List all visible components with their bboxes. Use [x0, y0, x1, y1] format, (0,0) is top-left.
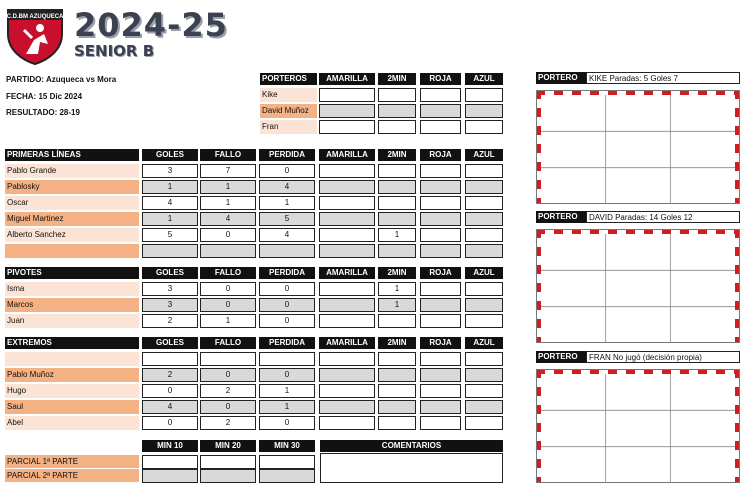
player-name: Oscar: [5, 196, 139, 210]
stat-cell: [420, 352, 461, 366]
team-title: SENIOR B: [74, 42, 155, 60]
stat-cell: 1: [259, 196, 315, 210]
comments-header: COMENTARIOS: [320, 440, 503, 452]
stat-cell: 3: [142, 282, 198, 296]
col-header-perdida: PERDIDA: [259, 149, 315, 161]
season-title: 2024-25: [74, 6, 228, 44]
porteros-cell: [378, 88, 416, 102]
porteros-cell: [378, 104, 416, 118]
match-fecha: FECHA: 15 Dic 2024: [6, 92, 83, 101]
stat-cell: [319, 416, 375, 430]
stat-cell: 4: [142, 196, 198, 210]
stat-cell: [465, 352, 503, 366]
player-name: Alberto Sanchez: [5, 228, 139, 242]
col-header-goles: GOLES: [142, 149, 198, 161]
stat-cell: [465, 164, 503, 178]
stat-cell: 0: [200, 400, 256, 414]
portero-label: PORTERO: [536, 72, 586, 84]
player-name: Hugo: [5, 384, 139, 398]
svg-text:C.D.BM AZUQUECA: C.D.BM AZUQUECA: [6, 14, 64, 20]
stat-cell: 0: [259, 298, 315, 312]
goalkeeper-name: Fran: [260, 120, 317, 134]
col-header-fallo: FALLO: [200, 267, 256, 279]
col-header-amarilla: AMARILLA: [319, 337, 375, 349]
stat-cell: [420, 212, 461, 226]
parcial-cell: [200, 455, 256, 469]
porteros-col-header: AZUL: [465, 73, 503, 85]
parcial-label: PARCIAL 1ª PARTE: [5, 455, 139, 468]
stat-cell: 1: [142, 180, 198, 194]
stat-cell: 0: [142, 384, 198, 398]
stat-cell: 4: [200, 212, 256, 226]
stat-cell: [378, 314, 416, 328]
stat-cell: [319, 368, 375, 382]
comments-box: [320, 453, 503, 483]
stat-cell: [465, 180, 503, 194]
player-name: Pablo Grande: [5, 164, 139, 178]
stat-cell: [378, 368, 416, 382]
stat-cell: [319, 314, 375, 328]
porteros-cell: [319, 120, 375, 134]
stat-cell: [259, 244, 315, 258]
goalkeeper-name: Kike: [260, 88, 317, 102]
porteros-cell: [420, 104, 461, 118]
col-header-amarilla: AMARILLA: [319, 149, 375, 161]
goal-frame: [537, 91, 740, 204]
porteros-cell: [420, 88, 461, 102]
parcial-col-header: MIN 20: [200, 440, 256, 452]
stat-cell: 0: [259, 164, 315, 178]
goal-frame: [537, 370, 740, 483]
stat-cell: [319, 352, 375, 366]
stat-cell: [420, 196, 461, 210]
stat-cell: 1: [378, 282, 416, 296]
club-logo: [4, 4, 66, 66]
stat-cell: 0: [259, 368, 315, 382]
player-name: Abel: [5, 416, 139, 430]
col-header-fallo: FALLO: [200, 337, 256, 349]
goalkeeper-info: KIKE Paradas: 5 Goles 7: [586, 72, 740, 84]
player-name: [5, 244, 139, 258]
stat-cell: [420, 400, 461, 414]
stat-cell: [465, 416, 503, 430]
stat-cell: [378, 212, 416, 226]
stat-cell: 1: [259, 384, 315, 398]
stat-cell: [420, 416, 461, 430]
stat-cell: [378, 180, 416, 194]
col-header-amarilla: AMARILLA: [319, 267, 375, 279]
match-partido: PARTIDO: Azuqueca vs Mora: [6, 75, 117, 84]
stat-cell: 1: [378, 228, 416, 242]
stat-cell: [465, 282, 503, 296]
parcial-cell: [142, 469, 198, 483]
goalkeeper-name: David Muñoz: [260, 104, 317, 118]
col-header-azul: AZUL: [465, 149, 503, 161]
stat-cell: [142, 352, 198, 366]
stat-cell: [378, 400, 416, 414]
stat-cell: [378, 384, 416, 398]
portero-label: PORTERO: [536, 351, 586, 363]
stat-cell: [378, 164, 416, 178]
stat-cell: 2: [200, 384, 256, 398]
player-name: Pablo Muñoz: [5, 368, 139, 382]
stat-cell: [420, 298, 461, 312]
col-header-roja: ROJA: [420, 337, 461, 349]
stat-cell: 5: [259, 212, 315, 226]
stat-cell: [420, 164, 461, 178]
stat-cell: 0: [200, 228, 256, 242]
porteros-col-header: 2MIN: [378, 73, 416, 85]
stat-cell: [465, 384, 503, 398]
porteros-cell: [319, 104, 375, 118]
player-name: Marcos: [5, 298, 139, 312]
stat-cell: 2: [142, 368, 198, 382]
player-name: Isma: [5, 282, 139, 296]
stat-cell: 0: [259, 282, 315, 296]
stat-cell: [465, 368, 503, 382]
col-header-roja: ROJA: [420, 149, 461, 161]
parcial-cell: [200, 469, 256, 483]
stat-cell: [420, 384, 461, 398]
stat-cell: [420, 314, 461, 328]
stat-cell: 2: [142, 314, 198, 328]
col-header-fallo: FALLO: [200, 149, 256, 161]
parcial-cell: [259, 469, 315, 483]
stat-cell: 0: [200, 282, 256, 296]
player-name: Pablosky: [5, 180, 139, 194]
parcial-col-header: MIN 10: [142, 440, 198, 452]
stat-cell: [420, 368, 461, 382]
stat-cell: [465, 228, 503, 242]
player-name: [5, 352, 139, 366]
stat-cell: 0: [200, 298, 256, 312]
stat-cell: [420, 228, 461, 242]
stat-cell: [319, 212, 375, 226]
porteros-col-header: ROJA: [420, 73, 461, 85]
pivotes-header: PIVOTES: [5, 267, 139, 279]
stat-cell: [465, 196, 503, 210]
stat-cell: 0: [259, 416, 315, 430]
col-header-2min: 2MIN: [378, 149, 416, 161]
match-resultado: RESULTADO: 28-19: [6, 108, 80, 117]
stat-cell: [465, 244, 503, 258]
porteros-cell: [465, 120, 503, 134]
stat-cell: [465, 400, 503, 414]
goalkeeper-info: DAVID Paradas: 14 Goles 12: [586, 211, 740, 223]
primeras-header: PRIMERAS LÍNEAS: [5, 149, 139, 161]
stat-cell: [465, 314, 503, 328]
stat-cell: 1: [142, 212, 198, 226]
stat-cell: [378, 244, 416, 258]
stat-cell: [319, 400, 375, 414]
stat-cell: 4: [142, 400, 198, 414]
stat-cell: [378, 196, 416, 210]
stat-cell: 0: [142, 416, 198, 430]
porteros-cell: [378, 120, 416, 134]
stat-cell: [465, 298, 503, 312]
stat-cell: 1: [200, 180, 256, 194]
player-name: Saul: [5, 400, 139, 414]
stat-cell: [200, 244, 256, 258]
stat-cell: [319, 298, 375, 312]
col-header-goles: GOLES: [142, 337, 198, 349]
stat-cell: 2: [200, 416, 256, 430]
porteros-cell: [319, 88, 375, 102]
player-name: Miguel Martinez: [5, 212, 139, 226]
stat-cell: 1: [200, 314, 256, 328]
extremos-header: EXTREMOS: [5, 337, 139, 349]
player-name: Juan: [5, 314, 139, 328]
col-header-2min: 2MIN: [378, 267, 416, 279]
stat-cell: 4: [259, 228, 315, 242]
col-header-azul: AZUL: [465, 267, 503, 279]
col-header-azul: AZUL: [465, 337, 503, 349]
goalkeeper-info: FRAN No jugó (decisión propia): [586, 351, 740, 363]
stat-cell: [319, 282, 375, 296]
stat-cell: [378, 416, 416, 430]
porteros-header: PORTEROS: [260, 73, 317, 85]
stat-cell: 5: [142, 228, 198, 242]
col-header-2min: 2MIN: [378, 337, 416, 349]
col-header-perdida: PERDIDA: [259, 337, 315, 349]
parcial-cell: [142, 455, 198, 469]
col-header-roja: ROJA: [420, 267, 461, 279]
parcial-label: PARCIAL 2ª PARTE: [5, 469, 139, 482]
parcial-col-header: MIN 30: [259, 440, 315, 452]
porteros-cell: [465, 88, 503, 102]
porteros-col-header: AMARILLA: [319, 73, 375, 85]
goal-diagram: [536, 369, 740, 483]
stat-cell: 3: [142, 164, 198, 178]
goal-diagram: [536, 229, 740, 343]
stat-cell: 1: [259, 400, 315, 414]
stat-cell: [200, 352, 256, 366]
stat-cell: 4: [259, 180, 315, 194]
stat-cell: [319, 244, 375, 258]
stat-cell: [420, 282, 461, 296]
stat-cell: [259, 352, 315, 366]
col-header-goles: GOLES: [142, 267, 198, 279]
stat-cell: 0: [259, 314, 315, 328]
stat-cell: 3: [142, 298, 198, 312]
stat-cell: [319, 180, 375, 194]
stat-cell: 1: [200, 196, 256, 210]
goal-diagram: [536, 90, 740, 204]
stat-cell: 1: [378, 298, 416, 312]
porteros-cell: [465, 104, 503, 118]
stat-cell: 7: [200, 164, 256, 178]
col-header-perdida: PERDIDA: [259, 267, 315, 279]
stat-cell: [319, 196, 375, 210]
stat-cell: [319, 164, 375, 178]
stat-cell: 0: [200, 368, 256, 382]
stat-cell: [420, 180, 461, 194]
porteros-cell: [420, 120, 461, 134]
goal-frame: [537, 230, 740, 343]
stat-cell: [319, 228, 375, 242]
stat-cell: [319, 384, 375, 398]
parcial-cell: [259, 455, 315, 469]
portero-label: PORTERO: [536, 211, 586, 223]
stat-cell: [420, 244, 461, 258]
stat-cell: [142, 244, 198, 258]
stat-cell: [465, 212, 503, 226]
stat-cell: [378, 352, 416, 366]
